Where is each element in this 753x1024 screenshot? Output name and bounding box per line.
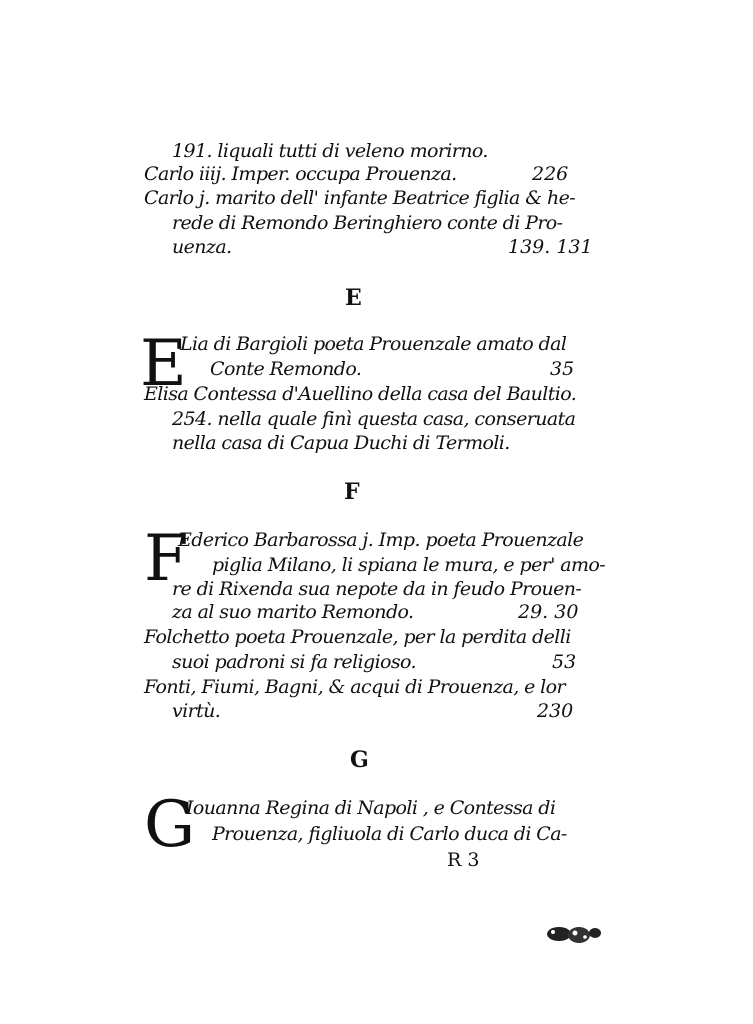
text-line: re di Rixenda sua nepote da in feudo Prouen-: [172, 578, 582, 600]
page-ref: 230: [537, 700, 574, 722]
page-ref: 53: [552, 651, 577, 673]
text-line: Conte Remondo.: [210, 358, 362, 380]
text-line: nella casa di Capua Duchi di Termoli.: [172, 432, 510, 454]
ink-blot-icon: [545, 923, 603, 945]
section-letter-e: E: [345, 285, 362, 311]
text-line: virtù.: [172, 700, 221, 722]
text-line: Folchetto poeta Prouenzale, per la perdita delli: [144, 626, 571, 648]
drop-cap-e: E: [140, 327, 187, 401]
text-line: Lia di Bargioli poeta Prouenzale amato dal: [180, 333, 567, 355]
section-letter-g: G: [350, 747, 369, 773]
page-ref: 226: [532, 163, 569, 185]
drop-cap-g: G: [144, 788, 196, 862]
page-ref: 35: [550, 358, 575, 380]
text-line: Fonti, Fiumi, Bagni, & acqui di Prouenza, e lor: [144, 676, 565, 698]
drop-cap-f: F: [144, 522, 189, 596]
text-line: piglia Milano, li spiana le mura, e per' amo-: [212, 554, 606, 576]
text-line: Elisa Contessa d'Auellino della casa del Baultio.: [144, 383, 577, 405]
text-line: uenza.: [172, 236, 232, 258]
signature-mark: R 3: [447, 849, 480, 871]
page-ref: 29. 30: [518, 601, 579, 623]
text-line: Carlo j. marito dell' infante Beatrice figlia & he-: [144, 187, 576, 209]
text-line: 254. nella quale finì questa casa, conseruata: [172, 408, 576, 430]
text-line: Carlo iiij. Imper. occupa Prouenza.: [144, 163, 457, 185]
text-line: Iouanna Regina di Napoli , e Contessa di: [186, 797, 556, 819]
text-line: Prouenza, figliuola di Carlo duca di Ca-: [212, 823, 567, 845]
text-line: za al suo marito Remondo.: [172, 601, 414, 623]
section-letter-f: F: [344, 479, 360, 505]
text-line: suoi padroni si fa religioso.: [172, 651, 416, 673]
page-ref: 139. 131: [508, 236, 593, 258]
text-line: Ederico Barbarossa j. Imp. poeta Prouenzale: [178, 529, 584, 551]
text-line: rede di Remondo Beringhiero conte di Pro-: [172, 212, 563, 234]
text-line: 191. liquali tutti di veleno morirno.: [172, 140, 488, 162]
